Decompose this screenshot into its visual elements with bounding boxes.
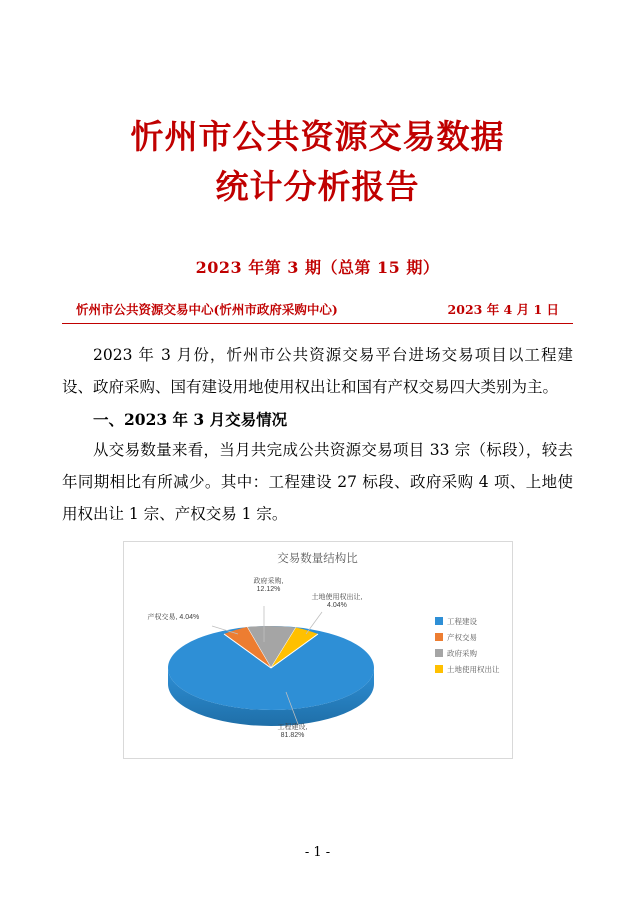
pie-label-land	[312, 594, 363, 612]
legend-swatch-icon	[435, 633, 443, 641]
paragraph-intro: 2023 年 3 月份，忻州市公共资源交易平台进场交易项目以工程建设、政府采购、国有建设用地使用权出让和国有产权交易四大类别为主。	[62, 346, 573, 396]
pie-label-engineering	[278, 724, 308, 742]
section-heading-1: 一、2023 年 3 月交易情况	[93, 409, 288, 429]
pie-label-property: 产权交易, 4.04%	[147, 613, 200, 621]
page-number: - 1 -	[304, 845, 331, 860]
pie-label-engineering-value: 81.82%	[280, 732, 305, 740]
title-line-1: 忻州市公共资源交易数据	[130, 117, 505, 156]
legend-item	[435, 648, 500, 659]
pie-label-government-value: 12.12%	[256, 586, 281, 594]
document-meta	[62, 300, 573, 324]
pie-label-government	[254, 578, 284, 596]
legend-label: 工程建设	[447, 616, 477, 626]
pie-label-land-value: 4.04%	[327, 602, 347, 610]
pie-chart	[123, 541, 513, 759]
paragraph-stats: 从交易数量来看，当月共完成公共资源交易项目 33 宗（标段），较去年同期相比有所减少。其中：工程建设 27 标段、政府采购 4 项、上地使用权出让 1 宗、产权交易 1 宗。	[62, 441, 573, 523]
legend-swatch-icon	[435, 649, 443, 657]
legend-item	[435, 664, 500, 675]
issue-date: 2023 年 4 月 1 日	[447, 302, 559, 317]
chart-title: 交易数量结构比	[277, 552, 358, 565]
pie-label-land-name: 土地使用权出让,	[311, 593, 363, 601]
issue-label: 2023 年第 3 期（总第 15 期）	[195, 258, 440, 277]
chart-legend	[435, 616, 500, 680]
page-title	[62, 0, 573, 211]
legend-label: 土地使用权出让	[447, 664, 500, 674]
legend-label: 政府采购	[447, 648, 477, 658]
legend-swatch-icon	[435, 617, 443, 625]
legend-item	[435, 632, 500, 643]
legend-swatch-icon	[435, 665, 443, 673]
issuer-name: 忻州市公共资源交易中心(忻州市政府采购中心)	[76, 302, 338, 317]
legend-label: 产权交易	[447, 632, 477, 642]
pie-label-government-name: 政府采购,	[253, 577, 284, 585]
title-line-2: 统计分析报告	[215, 166, 420, 206]
pie-plot-area	[146, 572, 396, 747]
legend-item	[435, 616, 500, 627]
pie-label-engineering-name: 工程建设,	[277, 723, 308, 731]
